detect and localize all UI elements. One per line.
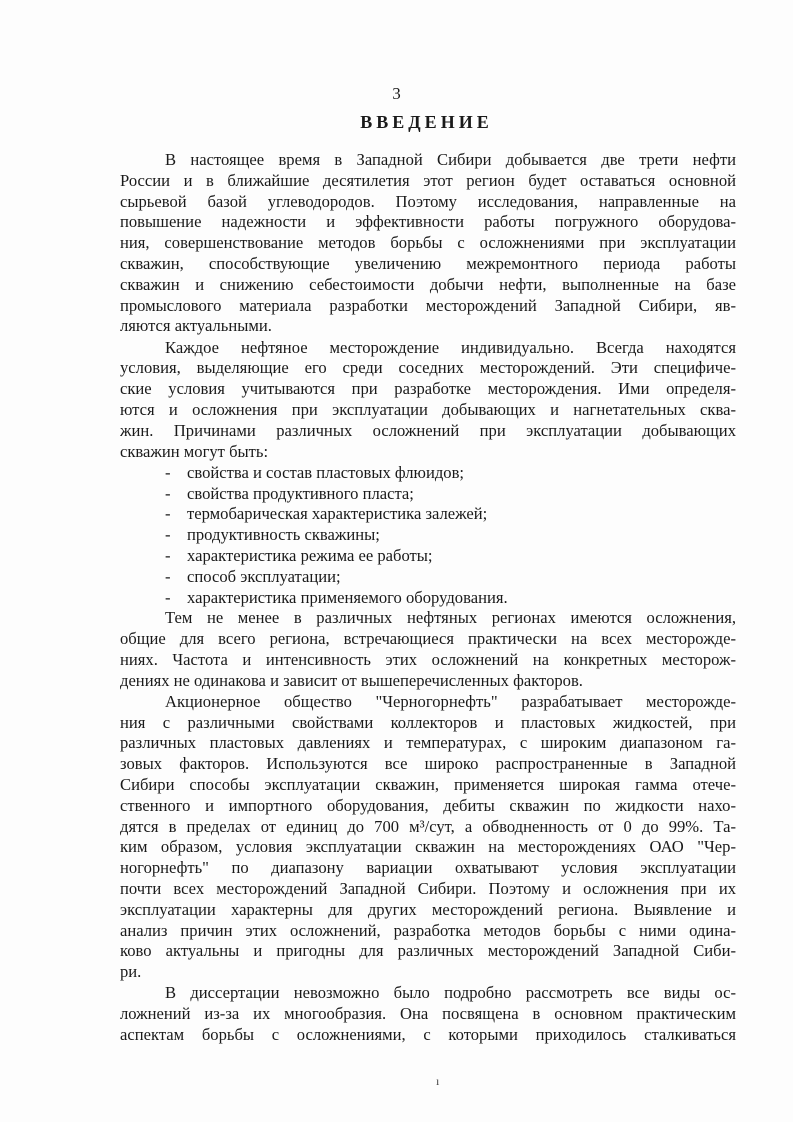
text-line: эксплуатации характерны для других месторождений региона. Выявление и xyxy=(120,899,736,919)
text-line: ким образом, условия эксплуатации скважин на месторождениях ОАО "Чер- xyxy=(120,837,736,857)
paragraph xyxy=(120,338,736,463)
text-line: промыслового материала разработки месторождений Западной Сибири, яв- xyxy=(120,295,736,315)
text-line: Каждое нефтяное месторождение индивидуально. Всегда находятся xyxy=(165,337,736,357)
text-line: ри. xyxy=(120,962,142,982)
text-line: дятся в пределах от единиц до 700 м³/сут, а обводненность от 0 до 99%. Та- xyxy=(120,816,736,836)
text-line: России и в ближайшие десятилетия этот регион будет оставаться основной xyxy=(120,170,736,190)
text-line: жин. Причинами различных осложнений при эксплуатации добывающих xyxy=(120,420,736,440)
text-line: ложнений из-за их многообразия. Она посвящена в основном практическим xyxy=(120,1004,736,1024)
text-line: ногорнефть" по диапазону вариации охватывают условия эксплуатации xyxy=(120,858,736,878)
dash-bullet-icon: - xyxy=(165,483,171,503)
list-item-text: свойства и состав пластовых флюидов; xyxy=(187,462,465,482)
list-item-text: способ эксплуатации; xyxy=(187,566,341,586)
list-item xyxy=(120,484,736,505)
list-item-text: продуктивность скважины; xyxy=(187,525,380,545)
list-item xyxy=(120,504,736,525)
list-item-text: термобарическая характеристика залежей; xyxy=(187,504,488,524)
text-line: скважин и снижению себестоимости добычи нефти, выполненные на базе xyxy=(120,274,736,294)
text-line: почти всех месторождений Западной Сибири. Поэтому и осложнения при их xyxy=(120,879,736,899)
bullet-list xyxy=(120,463,736,609)
paragraph xyxy=(120,983,736,1045)
text-line: анализ причин этих осложнений, разработка методов борьбы с ними одина- xyxy=(120,920,736,940)
dash-bullet-icon: - xyxy=(165,504,171,524)
text-line: ственного и импортного оборудования, дебиты скважин по жидкости нахо- xyxy=(120,795,736,815)
paragraph xyxy=(120,692,736,983)
dash-bullet-icon: - xyxy=(165,525,171,545)
text-line: ниях. Частота и интенсивность этих осложнений на конкретных месторож- xyxy=(120,649,736,669)
text-line: условия, выделяющие его среди соседних месторождений. Эти специфиче- xyxy=(120,358,736,378)
text-line: ские условия учитываются при разработке месторождения. Ими определя- xyxy=(120,379,736,399)
list-item xyxy=(120,463,736,484)
document-body xyxy=(120,150,736,1046)
list-item xyxy=(120,525,736,546)
text-line: сырьевой базой углеводородов. Поэтому исследования, направленные на xyxy=(120,191,736,211)
text-line: Тем не менее в различных нефтяных регионах имеются осложнения, xyxy=(165,608,736,628)
text-line: различных пластовых давлениях и температурах, с широким диапазоном га- xyxy=(120,733,736,753)
scan-mark: ı xyxy=(436,1074,440,1088)
text-line: Сибири способы эксплуатации скважин, применяется широкая гамма отече- xyxy=(120,775,736,795)
text-line: скважин, способствующие увеличению межремонтного периода работы xyxy=(120,253,736,273)
list-item xyxy=(120,567,736,588)
text-line: ния, совершенствование методов борьбы с осложнениями при эксплуатации xyxy=(120,233,736,253)
list-item-text: свойства продуктивного пласта; xyxy=(187,483,414,503)
section-title: ВВЕДЕНИЕ xyxy=(360,112,493,132)
text-line: скважин могут быть: xyxy=(120,441,269,461)
list-item-text: характеристика применяемого оборудования. xyxy=(187,587,508,607)
text-line: В настоящее время в Западной Сибири добывается две трети нефти xyxy=(165,150,736,169)
text-line: ния с различными свойствами коллекторов и пластовых жидкостей, при xyxy=(120,712,736,732)
text-line: дениях не одинакова и зависит от вышеперечисленных факторов. xyxy=(120,670,583,690)
list-item-text: характеристика режима ее работы; xyxy=(187,545,433,565)
text-line: повышение надежности и эффективности работы погружного оборудова- xyxy=(120,212,736,232)
text-line: ются и осложнения при эксплуатации добывающих и нагнетательных сква- xyxy=(120,399,736,419)
dash-bullet-icon: - xyxy=(165,545,171,565)
page-number: 3 xyxy=(392,84,401,103)
text-line: ково актуальны и пригодны для различных месторождений Западной Сиби- xyxy=(120,941,736,961)
dash-bullet-icon: - xyxy=(165,587,171,607)
text-line: зовых факторов. Используются все широко распространенные в Западной xyxy=(120,754,736,774)
text-line: Акционерное общество "Черногорнефть" разрабатывает месторожде- xyxy=(165,691,736,711)
text-line: ляются актуальными. xyxy=(120,316,272,336)
list-item xyxy=(120,546,736,567)
text-line: В диссертации невозможно было подробно рассмотреть все виды ос- xyxy=(165,983,736,1003)
paragraph xyxy=(120,150,736,337)
dash-bullet-icon: - xyxy=(165,462,171,482)
text-line: аспектам борьбы с осложнениями, с которыми приходилось сталкиваться xyxy=(120,1025,736,1045)
paragraph xyxy=(120,608,736,691)
list-item xyxy=(120,588,736,609)
text-line: общие для всего региона, встречающиеся практически на всех месторожде- xyxy=(120,629,736,649)
dash-bullet-icon: - xyxy=(165,566,171,586)
